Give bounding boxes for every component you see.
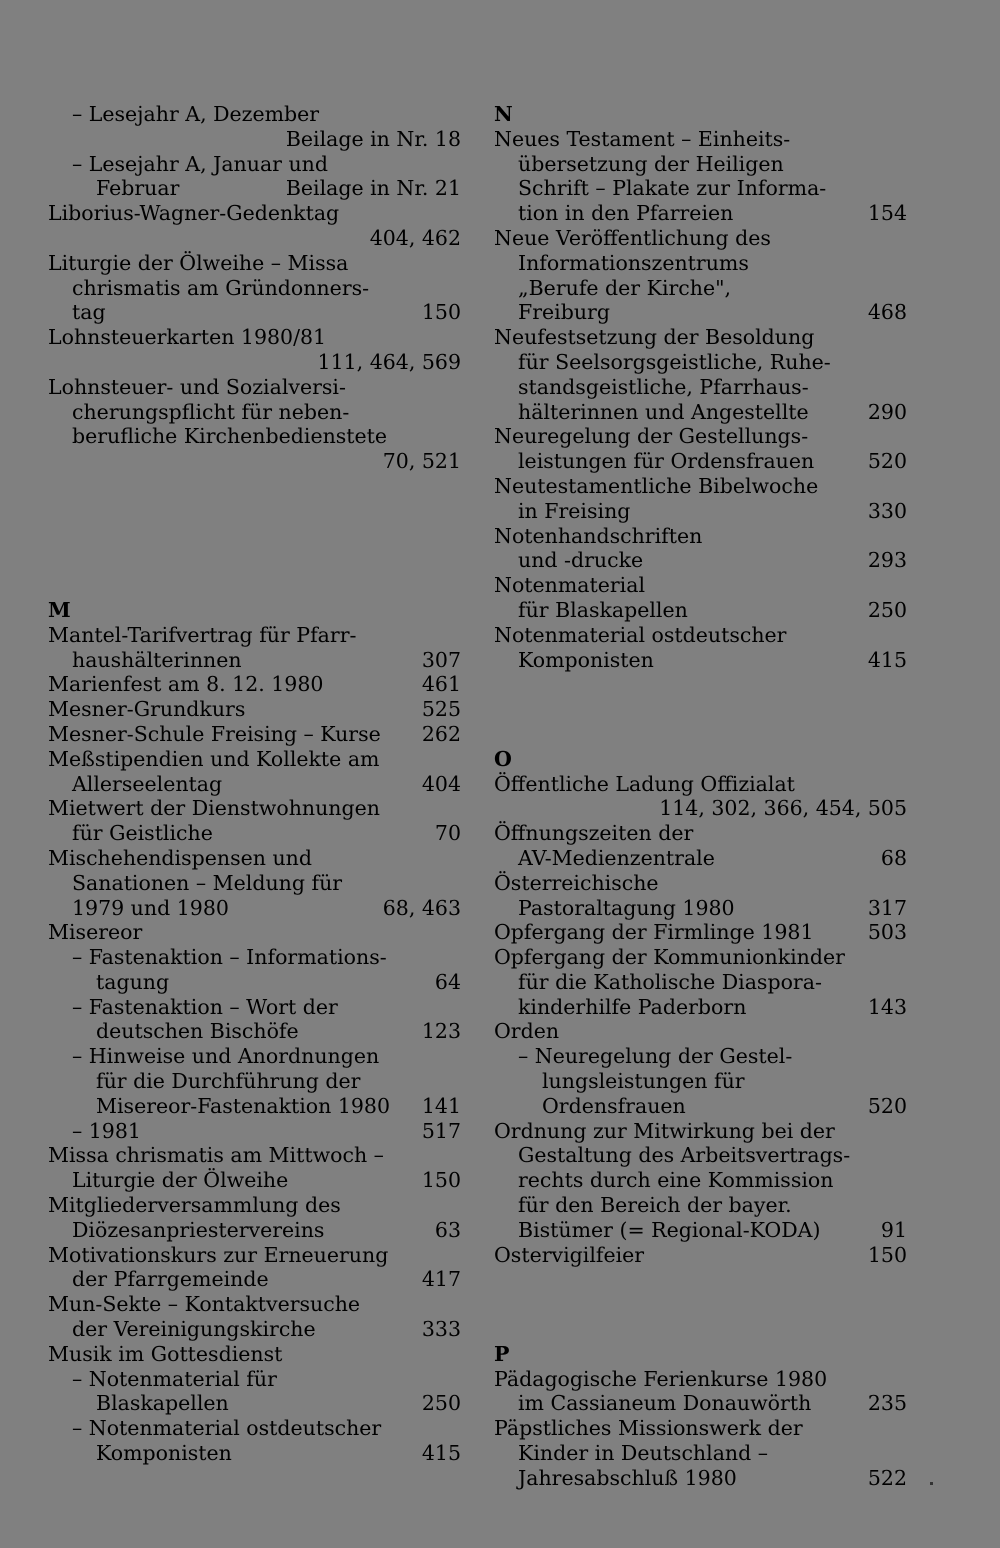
index-entry-line [48, 201, 461, 226]
entry-text: Marienfest am 8. 12. 1980 [48, 672, 324, 697]
index-column-right [494, 102, 907, 1491]
index-entry-line [48, 1044, 461, 1069]
entry-text: Februar [96, 176, 180, 201]
page-reference: 503 [867, 920, 907, 945]
index-entry-line [494, 1193, 907, 1218]
index-entry-line [494, 127, 907, 152]
entry-text: Notenmaterial ostdeutscher [494, 622, 787, 647]
index-entry-line [48, 1243, 461, 1268]
page-reference: 150 [421, 1168, 461, 1193]
index-spacer [494, 672, 907, 697]
entry-text: hälterinnen und Angestellte [518, 399, 809, 424]
index-entry-line [494, 1391, 907, 1416]
index-entry-line [48, 226, 461, 251]
index-entry-line [48, 152, 461, 177]
entry-text: für den Bereich der bayer. [518, 1193, 792, 1218]
entry-text: übersetzung der Heiligen [518, 151, 784, 176]
entry-text: Misereor [48, 920, 143, 945]
page-reference: 114, 302, 366, 454, 505 [659, 796, 907, 821]
heading-letter: P [494, 1341, 510, 1366]
entry-text: tion in den Pfarreien [518, 201, 734, 226]
index-entry-line [48, 1292, 461, 1317]
entry-text: Ordnung zur Mitwirkung bei der [494, 1118, 835, 1143]
index-entry-line [494, 821, 907, 846]
page-reference: 415 [867, 647, 907, 672]
index-entry-line [48, 1094, 461, 1119]
index-entry-line [494, 1243, 907, 1268]
entry-text: – Notenmaterial für [72, 1366, 277, 1391]
page-reference: 143 [867, 994, 907, 1019]
entry-text: 1979 und 1980 [72, 895, 229, 920]
entry-text: Komponisten [518, 647, 654, 672]
page-reference: 123 [421, 1019, 461, 1044]
index-entry-line [48, 1391, 461, 1416]
page-reference: 404 [421, 771, 461, 796]
page-reference: Beilage in Nr. 21 [285, 176, 461, 201]
entry-text: tag [72, 300, 106, 325]
entry-text: der Pfarrgemeinde [72, 1267, 269, 1292]
entry-text: Misereor-Fastenaktion 1980 [96, 1093, 391, 1118]
index-entry-line [48, 648, 461, 673]
page-reference: 333 [421, 1317, 461, 1342]
entry-text: Orden [494, 1019, 560, 1044]
index-spacer [494, 1267, 907, 1292]
index-entry-line [494, 176, 907, 201]
page-reference: 150 [421, 300, 461, 325]
index-entry-line [48, 772, 461, 797]
index-entry-line [48, 920, 461, 945]
index-entry-line [494, 1416, 907, 1441]
index-entry-line [48, 1069, 461, 1094]
index-entry-line [494, 1168, 907, 1193]
entry-text: Allerseelentag [72, 771, 223, 796]
entry-text: für Seelsorgsgeistliche, Ruhe- [518, 349, 831, 374]
page-reference: 68 [880, 845, 907, 870]
index-entry-line [48, 449, 461, 474]
index-entry-line [48, 945, 461, 970]
index-entry-line [48, 970, 461, 995]
index-entry-line [48, 796, 461, 821]
entry-text: Mantel-Tarifvertrag für Pfarr- [48, 622, 357, 647]
entry-text: Notenhandschriften [494, 523, 703, 548]
entry-text: Mesner-Grundkurs [48, 697, 246, 722]
entry-text: Ordensfrauen [542, 1093, 686, 1118]
page-reference: 415 [421, 1441, 461, 1466]
entry-text: Kinder in Deutschland – [518, 1441, 769, 1466]
index-entry-line [48, 300, 461, 325]
page-reference: 293 [867, 548, 907, 573]
entry-text: – Hinweise und Anordnungen [72, 1044, 380, 1069]
entry-text: Mitgliederversammlung des [48, 1193, 341, 1218]
index-spacer [48, 573, 461, 598]
index-entry-line [494, 920, 907, 945]
page-reference: 141 [421, 1093, 461, 1118]
index-entry-line [494, 648, 907, 673]
entry-text: Neuregelung der Gestellungs- [494, 424, 809, 449]
index-entry-line [494, 871, 907, 896]
entry-text: und -drucke [518, 548, 644, 573]
index-entry-line [494, 499, 907, 524]
index-spacer [494, 722, 907, 747]
page-reference: 520 [867, 1093, 907, 1118]
index-entry-line [494, 846, 907, 871]
page-reference: 262 [421, 721, 461, 746]
index-entry-line [48, 1193, 461, 1218]
entry-text: Öffnungszeiten der [494, 821, 694, 846]
entry-text: Schrift – Plakate zur Informa- [518, 176, 827, 201]
index-entry-line [494, 548, 907, 573]
entry-text: cherungspflicht für neben- [72, 399, 350, 424]
entry-text: Öffentliche Ladung Offizialat [494, 771, 795, 796]
index-entry-line [48, 747, 461, 772]
index-entry-line [48, 1267, 461, 1292]
index-entry-line [494, 424, 907, 449]
page-reference: 417 [421, 1267, 461, 1292]
print-speck [930, 1482, 933, 1485]
index-entry-line [48, 1416, 461, 1441]
index-entry-line [494, 201, 907, 226]
entry-text: deutschen Bischöfe [96, 1019, 299, 1044]
entry-text: – Lesejahr A, Januar und [72, 151, 329, 176]
index-entry-line [494, 375, 907, 400]
index-entry-line [48, 375, 461, 400]
index-entry-line [494, 251, 907, 276]
entry-text: tagung [96, 969, 170, 994]
index-entry-line [494, 598, 907, 623]
index-entry-line [48, 896, 461, 921]
page-reference: 517 [421, 1118, 461, 1143]
heading-letter: M [48, 597, 71, 622]
entry-text: haushälterinnen [72, 647, 242, 672]
index-entry-line [48, 846, 461, 871]
entry-text: Liturgie der Ölweihe – Missa [48, 250, 349, 275]
page-reference: 154 [867, 201, 907, 226]
index-entry-line [48, 1143, 461, 1168]
entry-text: Musik im Gottesdienst [48, 1341, 283, 1366]
entry-text: im Cassianeum Donauwörth [518, 1391, 812, 1416]
index-letter-heading [48, 598, 461, 623]
entry-text: Päpstliches Missionswerk der [494, 1416, 803, 1441]
entry-text: in Freising [518, 498, 631, 523]
index-entry-line [494, 1367, 907, 1392]
entry-text: – Fastenaktion – Wort der [72, 994, 338, 1019]
index-entry-line [494, 1119, 907, 1144]
entry-text: Liturgie der Ölweihe [72, 1168, 289, 1193]
entry-text: chrismatis am Gründonners- [72, 275, 370, 300]
entry-text: kinderhilfe Paderborn [518, 994, 747, 1019]
index-entry-line [48, 821, 461, 846]
index-letter-heading [494, 747, 907, 772]
index-entry-line [48, 424, 461, 449]
index-entry-line [48, 350, 461, 375]
index-entry-line [494, 350, 907, 375]
entry-text: – Fastenaktion – Informations- [72, 945, 387, 970]
entry-text: Lohnsteuer- und Sozialversi- [48, 374, 346, 399]
entry-text: Neue Veröffentlichung des [494, 225, 771, 250]
index-entry-line [494, 449, 907, 474]
index-entry-line [48, 1441, 461, 1466]
page-reference: 307 [421, 647, 461, 672]
index-entry-line [48, 672, 461, 697]
page-reference: 461 [421, 672, 461, 697]
entry-text: rechts durch eine Kommission [518, 1168, 834, 1193]
page-reference: 290 [867, 399, 907, 424]
entry-text: Sanationen – Meldung für [72, 870, 343, 895]
entry-text: leistungen für Ordensfrauen [518, 449, 815, 474]
index-entry-line [494, 970, 907, 995]
page-reference: 522 [867, 1465, 907, 1490]
page-reference: 70 [434, 821, 461, 846]
page-reference: 250 [867, 597, 907, 622]
entry-text: für die Durchführung der [96, 1069, 361, 1094]
index-spacer [494, 1292, 907, 1317]
entry-text: Diözesanpriestervereins [72, 1217, 325, 1242]
page-reference: 317 [867, 895, 907, 920]
index-entry-line [48, 1019, 461, 1044]
index-spacer [48, 499, 461, 524]
entry-text: Mesner-Schule Freising – Kurse [48, 721, 381, 746]
entry-text: für die Katholische Diaspora- [518, 969, 822, 994]
entry-text: Blaskapellen [96, 1391, 229, 1416]
page-reference: 64 [434, 969, 461, 994]
page-reference: 63 [434, 1217, 461, 1242]
index-entry-line [494, 796, 907, 821]
entry-text: Österreichische [494, 870, 659, 895]
index-entry-line [48, 127, 461, 152]
index-entry-line [48, 623, 461, 648]
index-entry-line [48, 1367, 461, 1392]
index-entry-line [48, 1119, 461, 1144]
entry-text: Gestaltung des Arbeitsvertrags- [518, 1143, 851, 1168]
entry-text: AV-Medienzentrale [518, 845, 715, 870]
index-entry-line [48, 697, 461, 722]
entry-text: der Vereinigungskirche [72, 1317, 316, 1342]
page-reference: 150 [867, 1242, 907, 1267]
heading-letter: O [494, 746, 512, 771]
entry-text: berufliche Kirchenbedienstete [72, 424, 388, 449]
entry-text: für Blaskapellen [518, 597, 688, 622]
entry-text: – 1981 [72, 1118, 141, 1143]
index-entry-line [494, 1218, 907, 1243]
entry-text: – Neuregelung der Gestel- [518, 1044, 793, 1069]
index-entry-line [48, 251, 461, 276]
index-spacer [48, 474, 461, 499]
index-entry-line [494, 1441, 907, 1466]
page-reference: Beilage in Nr. 18 [285, 126, 461, 151]
index-entry-line [494, 300, 907, 325]
page-reference: 111, 464, 569 [317, 349, 461, 374]
entry-text: Liborius-Wagner-Gedenktag [48, 201, 340, 226]
index-column-left [48, 102, 461, 1466]
index-entry-line [494, 573, 907, 598]
index-entry-line [494, 623, 907, 648]
entry-text: Notenmaterial [494, 573, 646, 598]
entry-text: lungsleistungen für [542, 1069, 745, 1094]
entry-text: Bistümer (= Regional-KODA) [518, 1217, 821, 1242]
page-reference: 70, 521 [382, 449, 461, 474]
entry-text: Freiburg [518, 300, 610, 325]
index-entry-line [494, 474, 907, 499]
index-letter-heading [494, 102, 907, 127]
index-entry-line [494, 1466, 907, 1491]
entry-text: Neutestamentliche Bibelwoche [494, 473, 819, 498]
index-entry-line [494, 772, 907, 797]
index-entry-line [494, 995, 907, 1020]
entry-text: Motivationskurs zur Erneuerung [48, 1242, 389, 1267]
index-spacer [494, 697, 907, 722]
index-entry-line [48, 400, 461, 425]
heading-letter: N [494, 102, 513, 126]
index-entry-line [494, 276, 907, 301]
index-entry-line [48, 176, 461, 201]
entry-text: Lohnsteuerkarten 1980/81 [48, 325, 327, 350]
entry-text: Meßstipendien und Kollekte am [48, 746, 380, 771]
index-entry-line [494, 152, 907, 177]
index-entry-line [48, 722, 461, 747]
entry-text: – Lesejahr A, Dezember [72, 102, 320, 126]
page-reference: 91 [880, 1217, 907, 1242]
entry-text: Komponisten [96, 1441, 232, 1466]
index-spacer [48, 548, 461, 573]
entry-text: Mischehendispensen und [48, 845, 312, 870]
index-entry-line [48, 995, 461, 1020]
index-entry-line [48, 1168, 461, 1193]
index-spacer [48, 524, 461, 549]
entry-text: für Geistliche [72, 821, 213, 846]
page-reference: 330 [867, 498, 907, 523]
entry-text: Neufestsetzung der Besoldung [494, 325, 815, 350]
index-entry-line [494, 1044, 907, 1069]
index-entry-line [494, 524, 907, 549]
index-entry-line [48, 1218, 461, 1243]
entry-text: Opfergang der Firmlinge 1981 [494, 920, 814, 945]
index-letter-heading [494, 1342, 907, 1367]
entry-text: Missa chrismatis am Mittwoch – [48, 1143, 384, 1168]
index-entry-line [494, 325, 907, 350]
index-entry-line [494, 1019, 907, 1044]
index-entry-line [48, 871, 461, 896]
entry-text: Neues Testament – Einheits- [494, 126, 791, 151]
index-entry-line [48, 102, 461, 127]
entry-text: standsgeistliche, Pfarrhaus- [518, 374, 809, 399]
index-entry-line [494, 226, 907, 251]
entry-text: Ostervigilfeier [494, 1242, 645, 1267]
index-entry-line [494, 1094, 907, 1119]
entry-text: Mietwert der Dienstwohnungen [48, 796, 380, 821]
page-reference: 520 [867, 449, 907, 474]
index-spacer [494, 1317, 907, 1342]
page-reference: 468 [867, 300, 907, 325]
page-reference: 250 [421, 1391, 461, 1416]
entry-text: Pädagogische Ferienkurse 1980 [494, 1366, 828, 1391]
index-entry-line [494, 945, 907, 970]
index-entry-line [494, 1069, 907, 1094]
index-entry-line [494, 896, 907, 921]
page-reference: 525 [421, 697, 461, 722]
page-reference: 404, 462 [369, 225, 461, 250]
index-entry-line [48, 325, 461, 350]
index-entry-line [494, 400, 907, 425]
index-entry-line [48, 1317, 461, 1342]
entry-text: Informationszentrums [518, 250, 749, 275]
page-reference: 235 [867, 1391, 907, 1416]
index-entry-line [48, 276, 461, 301]
entry-text: Opfergang der Kommunionkinder [494, 945, 845, 970]
index-entry-line [48, 1342, 461, 1367]
entry-text: Mun-Sekte – Kontaktversuche [48, 1292, 361, 1317]
entry-text: Jahresabschluß 1980 [518, 1465, 737, 1490]
index-entry-line [494, 1143, 907, 1168]
entry-text: Pastoraltagung 1980 [518, 895, 735, 920]
entry-text: – Notenmaterial ostdeutscher [72, 1416, 382, 1441]
page-reference: 68, 463 [382, 895, 461, 920]
entry-text: „Berufe der Kirche", [518, 275, 732, 300]
